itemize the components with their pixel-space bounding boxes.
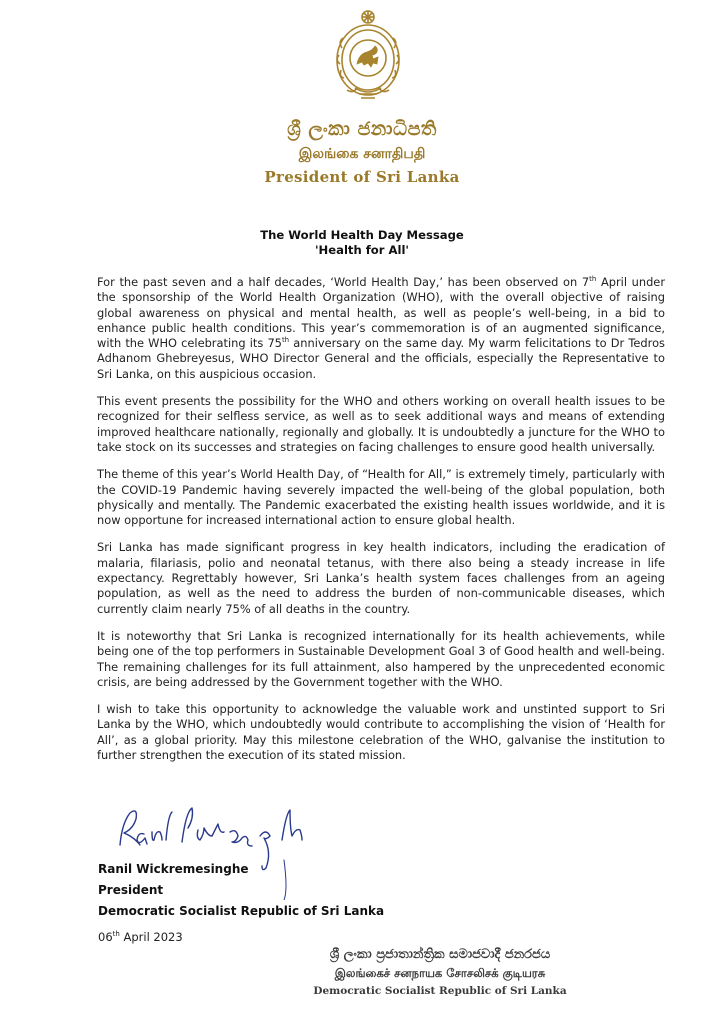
- paragraph: Sri Lanka has made significant progress in key health indicators, including the eradication of malaria, filariasis, polio and neonatal tetanus, with there also being a steady increase in life expectancy. Regrettably however, Sri Lanka’s health system faces challenges from an ageing population, as well as the need to address the burden of non-communicable diseases, which currently claim nearly 75% of all deaths in the country.: [97, 540, 665, 616]
- letter-date: [98, 930, 183, 944]
- date-rest: April 2023: [119, 930, 183, 944]
- footer-tamil: இலங்கைச் சனநாயக சோசலிசக் குடியரசு: [334, 966, 546, 980]
- footer-sinhala: ශ්‍රී ලංකා ප්‍රජාතාන්ත්‍රික සමාජවාදී ජනරජය: [329, 947, 551, 962]
- superscript: th: [281, 336, 290, 345]
- superscript: th: [589, 275, 597, 284]
- footer-english: Democratic Socialist Republic of Sri Lanka: [313, 985, 567, 997]
- message-title: The World Health Day Message: [260, 228, 464, 242]
- message-subtitle: 'Health for All': [315, 243, 409, 257]
- signatory-block: [98, 859, 384, 922]
- signatory-title: President: [98, 883, 164, 897]
- paragraph: [97, 275, 665, 382]
- date-day: 06: [98, 930, 113, 944]
- paragraph-text: For the past seven and a half decades, ‘World Health Day,’ has been observed on 7: [97, 275, 590, 289]
- sri-lanka-state-emblem-icon: [333, 8, 403, 104]
- paragraph-text: anniversary on the same day. My warm felicitations to Dr Tedros Adhanom Ghebreyesus, WHO Director General and the officials, especially the Representative to Sri Lanka, on this auspicious occasion.: [97, 336, 665, 381]
- paragraph-text: April under the sponsorship of the World Health Organization (WHO), with the overall objective of raising global awareness on physical and mental health, as well as people’s well-being, in a bid to enhance public health conditions. This year’s commemoration is of an augmented significance, with the WHO celebrating its 75: [97, 275, 665, 351]
- signatory-office: Democratic Socialist Republic of Sri Lanka: [98, 904, 385, 918]
- paragraph: It is noteworthy that Sri Lanka is recognized internationally for its health achievements, while being one of the top performers in Sustainable Development Goal 3 of Good health and well-being. The remaining challenges for its full attainment, also hampered by the unprecedented economic crisis, are being addressed by the Government together with the WHO.: [97, 628, 665, 689]
- paragraph: I wish to take this opportunity to acknowledge the valuable work and unstinted support to Sri Lanka by the WHO, which undoubtedly would contribute to accomplishing the vision of ‘Health for All’, as a global priority. May this milestone celebration of the WHO, galvanise the institution to further strengthen the execution of its stated mission.: [97, 702, 665, 763]
- signatory-name: Ranil Wickremesinghe: [98, 862, 249, 876]
- message-heading: [0, 228, 724, 258]
- message-body: [97, 275, 665, 775]
- letterhead-english: President of Sri Lanka: [264, 168, 460, 186]
- date-suffix: th: [112, 930, 120, 939]
- paragraph: This event presents the possibility for the WHO and others working on overall health issues to be recognized for their selfless service, as well as to seek additional ways and means of extending improved healthcare nationally, regionally and globally. It is undoubtedly a juncture for the WHO to take stock on its successes and strategies on facing challenges to ensure good health universally.: [97, 394, 665, 454]
- paragraph: The theme of this year’s World Health Day, of “Health for All,” is extremely timely, particularly with the COVID-19 Pandemic having severely impacted the well-being of the global population, both physically and mentally. The Pandemic exacerbated the existing health issues worldwide, and it is now opportune for increased international action to ensure global health.: [97, 467, 665, 528]
- letterhead-tamil: இலங்கை சனாதிபதி: [298, 146, 426, 162]
- letterhead-sinhala: ශ්‍රී ලංකා ජනාධිපති: [287, 118, 437, 140]
